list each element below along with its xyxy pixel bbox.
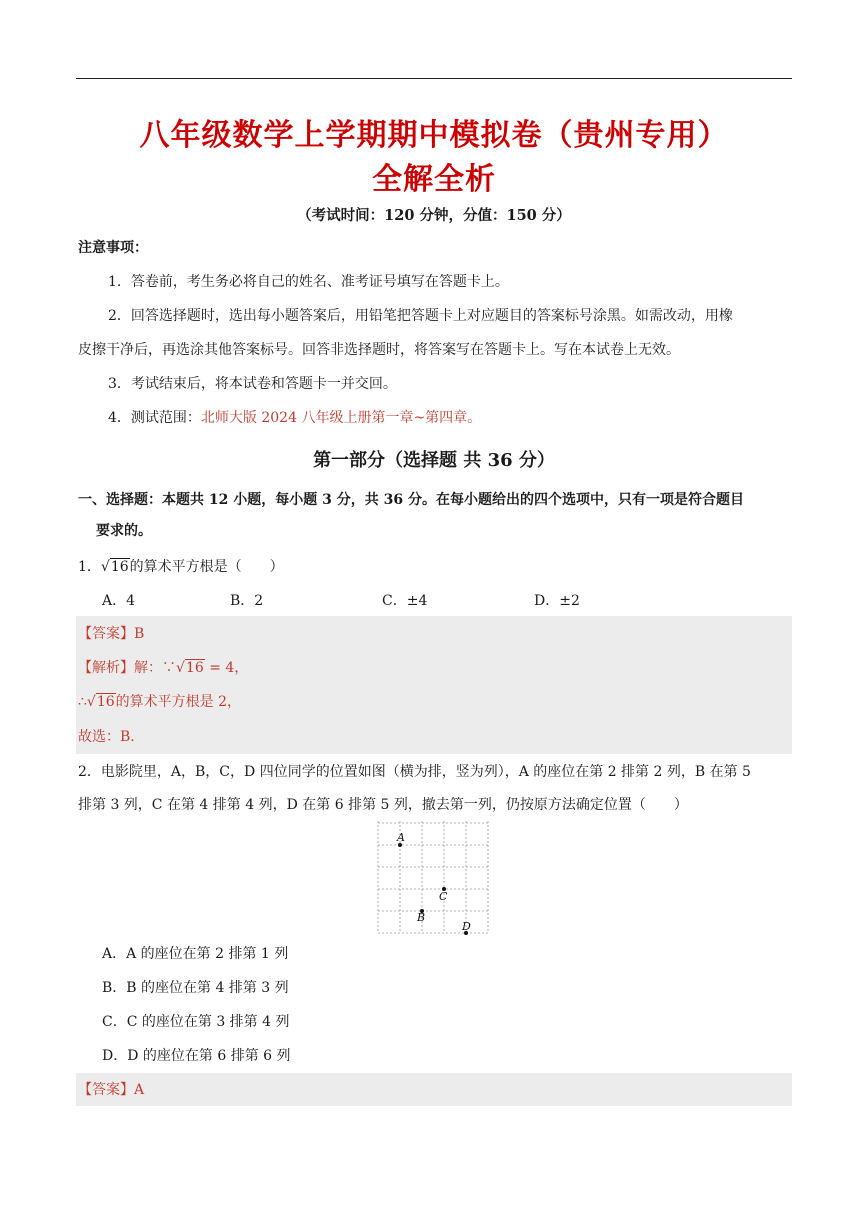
question-2-stem-b: 排第 3 列，C 在第 4 排第 4 列，D 在第 6 排第 5 列，撤去第一列，仍按原方法确定位置（ ） — [78, 797, 688, 813]
analysis-text: = 4， — [204, 660, 249, 676]
option-d: D．±2 — [534, 593, 580, 609]
seat-grid — [376, 820, 492, 936]
notice-item-2a: 2．回答选择题时，选出每小题答案后，用铅笔把答题卡上对应题目的答案标号涂黑。如需改动，用橡 — [108, 308, 733, 324]
question-1-analysis-2 — [78, 692, 241, 712]
notice-item-1: 1．答卷前，考生务必将自己的姓名、准考证号填写在答题卡上。 — [108, 274, 509, 290]
sqrt-expression: √16 — [86, 694, 115, 710]
notice-item-4 — [108, 408, 481, 428]
notice-item-3: 3．考试结束后，将本试卷和答题卡一并交回。 — [108, 376, 397, 392]
notice-heading: 注意事项： — [78, 240, 148, 256]
radicand: 16 — [185, 660, 204, 676]
question-2-answer: 【答案】A — [78, 1082, 145, 1098]
question-1-answer-box — [76, 616, 792, 754]
section-intro-b: 要求的。 — [96, 523, 152, 539]
q2-option-a: A．A 的座位在第 2 排第 1 列 — [102, 946, 289, 962]
question-2-stem-a: 2．电影院里，A，B，C，D 四位同学的位置如图（横为排，竖为列），A 的座位在第 2 排第 2 列，B 在第 5 — [78, 764, 751, 780]
question-1-stem — [78, 557, 284, 577]
analysis-text: 解：∵ — [134, 660, 176, 676]
sqrt-expression: √16 — [100, 559, 129, 575]
test-range: 北师大版 2024 八年级上册第一章~第四章。 — [200, 410, 482, 426]
sqrt-expression: √16 — [176, 660, 204, 676]
header-rule — [76, 78, 792, 79]
question-1-answer: 【答案】B — [78, 626, 145, 642]
notice-item-2b: 皮擦干净后，再选涂其他答案标号。回答非选择题时，将答案写在答题卡上。写在本试卷上无效。 — [78, 342, 680, 358]
question-2-answer-box — [76, 1073, 792, 1106]
option-c: C．±4 — [382, 593, 428, 609]
question-1-text: 的算术平方根是（ ） — [129, 559, 284, 575]
seat-grid-figure — [376, 820, 492, 940]
question-1-analysis — [78, 658, 248, 678]
section-intro-a: 一、选择题：本题共 12 小题，每小题 3 分，共 36 分。在每小题给出的四个选项中，只有一项是符合题目 — [78, 492, 744, 508]
q2-option-c: C．C 的座位在第 3 排第 4 列 — [102, 1014, 290, 1030]
analysis-label: 【解析】 — [78, 660, 134, 676]
option-b: B．2 — [230, 593, 264, 609]
section-title: 第一部分（选择题 共 36 分） — [313, 450, 555, 471]
page-subtitle: 全解全析 — [372, 162, 496, 197]
question-1-conclusion: 故选：B. — [78, 729, 135, 745]
therefore-symbol: ∴ — [78, 694, 87, 710]
radicand: 16 — [110, 559, 129, 575]
label-a: A — [397, 831, 405, 844]
analysis-text: 的算术平方根是 2， — [115, 694, 242, 710]
option-a: A．4 — [102, 593, 136, 609]
label-d: D — [462, 920, 471, 933]
radicand: 16 — [96, 694, 115, 710]
notice-item-4-prefix: 4．测试范围： — [108, 410, 201, 426]
page-title: 八年级数学上学期期中模拟卷（贵州专用） — [139, 118, 729, 153]
exam-info: （考试时间：120 分钟，分值：150 分） — [297, 207, 571, 224]
label-b: B — [417, 911, 426, 924]
question-number: 1． — [78, 559, 101, 575]
q2-option-b: B．B 的座位在第 4 排第 3 列 — [102, 980, 289, 996]
label-c: C — [439, 890, 448, 903]
q2-option-d: D．D 的座位在第 6 排第 6 列 — [102, 1048, 291, 1064]
